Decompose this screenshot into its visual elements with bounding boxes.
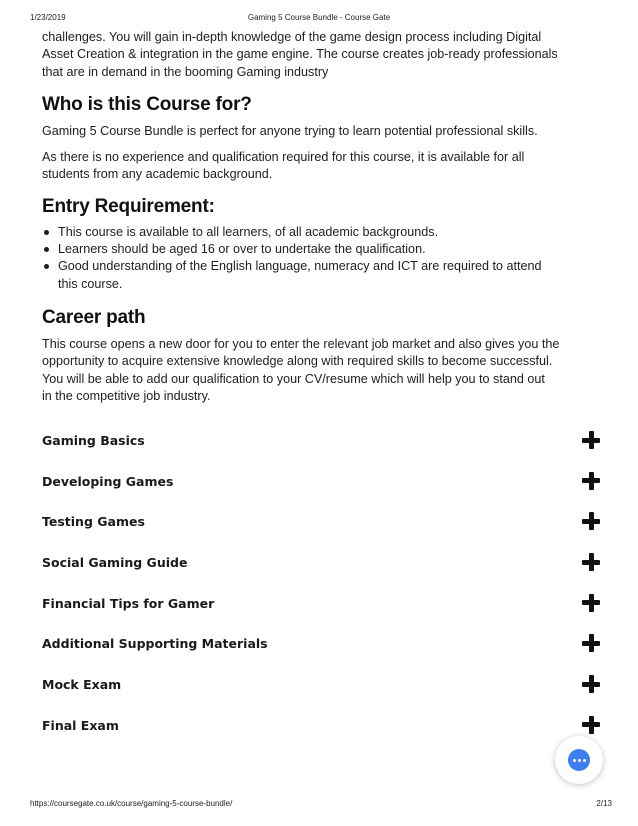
career-line: You will be able to add our qualification to your CV/resume which will help you to stand out	[42, 371, 545, 386]
chat-bubble-icon	[568, 749, 590, 771]
accordion-item-gaming-basics[interactable]	[42, 430, 600, 471]
who-line: students from any academic background.	[42, 167, 273, 182]
list-item-text: This course is available to all learners, of all academic backgrounds.	[58, 224, 439, 239]
plus-icon[interactable]	[582, 431, 600, 449]
accordion-item-label: Financial Tips for Gamer	[42, 595, 215, 611]
curriculum-accordion	[42, 430, 600, 756]
plus-icon[interactable]	[582, 472, 600, 490]
course-content	[42, 29, 602, 405]
plus-icon[interactable]	[582, 716, 600, 734]
accordion-item-additional-materials[interactable]	[42, 633, 600, 674]
accordion-item-label: Additional Supporting Materials	[42, 636, 268, 652]
list-item	[42, 224, 602, 241]
list-item	[42, 241, 602, 258]
print-url: https://coursegate.co.uk/course/gaming-5-course-bundle/	[30, 799, 233, 808]
accordion-item-label: Mock Exam	[42, 677, 122, 693]
accordion-item-final-exam[interactable]	[42, 715, 600, 756]
chat-button[interactable]	[555, 736, 603, 784]
list-item-text: Good understanding of the English language, numeracy and ICT are required to attend	[58, 259, 542, 274]
who-paragraph-1: Gaming 5 Course Bundle is perfect for anyone trying to learn potential professional skills.	[42, 123, 538, 138]
list-item-text: Learners should be aged 16 or over to undertake the qualification.	[58, 242, 426, 257]
bullet-icon	[44, 230, 49, 235]
list-item	[42, 258, 602, 293]
accordion-item-social-gaming-guide[interactable]	[42, 552, 600, 593]
plus-icon[interactable]	[582, 512, 600, 530]
intro-line: Asset Creation & integration in the game engine. The course creates job-ready professionals	[42, 47, 558, 62]
intro-line: that are in demand in the booming Gaming industry	[42, 64, 329, 79]
accordion-item-testing-games[interactable]	[42, 511, 600, 552]
bullet-icon	[44, 264, 49, 269]
accordion-item-mock-exam[interactable]	[42, 674, 600, 715]
intro-line: challenges. You will gain in-depth knowledge of the game design process including Digital	[42, 30, 542, 44]
accordion-item-developing-games[interactable]	[42, 471, 600, 512]
plus-icon[interactable]	[582, 634, 600, 652]
accordion-item-label: Social Gaming Guide	[42, 555, 188, 571]
plus-icon[interactable]	[582, 553, 600, 571]
who-line: As there is no experience and qualification required for this course, it is available for all	[42, 150, 525, 165]
accordion-item-label: Final Exam	[42, 717, 119, 733]
print-date: 1/23/2019	[30, 13, 66, 22]
plus-icon[interactable]	[582, 594, 600, 612]
intro-paragraph	[42, 29, 602, 81]
accordion-item-label: Developing Games	[42, 473, 174, 489]
bullet-icon	[44, 247, 49, 252]
print-title: Gaming 5 Course Bundle - Course Gate	[247, 13, 391, 22]
career-line: in the competitive job industry.	[42, 388, 211, 403]
career-paragraph	[42, 336, 602, 405]
print-header	[0, 13, 638, 25]
entry-list	[42, 224, 602, 293]
career-line: opportunity to acquire extensive knowledge along with required skills to become successful.	[42, 354, 553, 369]
career-line: This course opens a new door for you to enter the relevant job market and also gives you the	[42, 336, 560, 351]
accordion-item-financial-tips[interactable]	[42, 593, 600, 634]
career-heading: Career path	[42, 306, 146, 328]
plus-icon[interactable]	[582, 675, 600, 693]
print-page-number: 2/13	[596, 799, 612, 808]
list-item-text: this course.	[58, 276, 123, 291]
print-footer	[0, 799, 638, 811]
entry-heading: Entry Requirement:	[42, 195, 215, 217]
accordion-item-label: Gaming Basics	[42, 433, 145, 448]
who-heading: Who is this Course for?	[42, 93, 252, 115]
who-paragraph-2	[42, 149, 602, 184]
accordion-item-label: Testing Games	[42, 514, 145, 530]
